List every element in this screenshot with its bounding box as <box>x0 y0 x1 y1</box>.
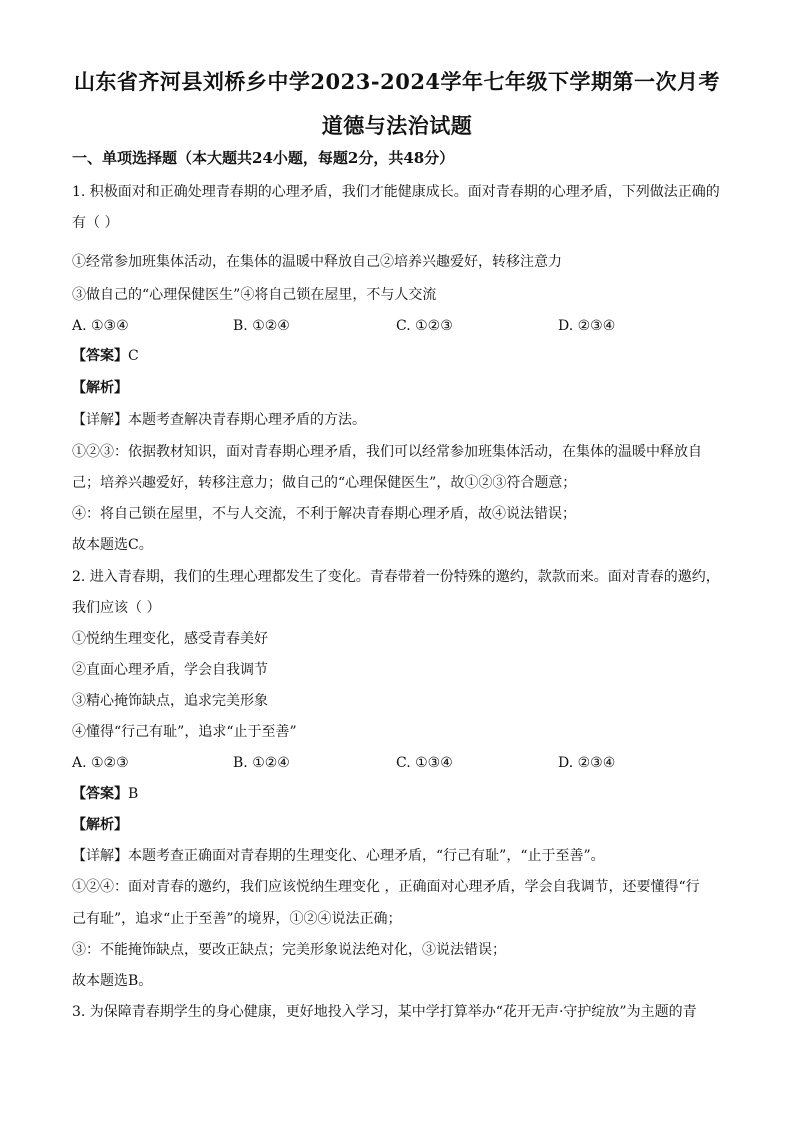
q3-stem-line1: 3. 为保障青春期学生的身心健康，更好地投入学习，某中学打算举办“花开无声·守护绽放”为主题的青 <box>72 1004 697 1020</box>
q2-item-line2: ②直面心理矛盾，学会自我调节 <box>72 662 268 678</box>
q1-stem-line1: 1. 积极面对和正确处理青春期的心理矛盾，我们才能健康成长。面对青春期的心理矛盾，下列做法正确的 <box>72 184 720 200</box>
q2-option-c: C. ①③④ <box>396 755 453 771</box>
q2-detail-line3: 己有耻”，追求“止于至善”的境界，①②④说法正确； <box>72 911 402 927</box>
q2-stem-line2: 我们应该（ ） <box>72 600 161 616</box>
q2-answer <box>72 784 138 804</box>
q1-detail-line1: 【详解】本题考查解决青春期心理矛盾的方法。 <box>72 412 366 428</box>
q1-item-line2: ③做自己的“心理保健医生”④将自己锁在屋里，不与人交流 <box>72 287 437 303</box>
q1-stem-line2: 有（ ） <box>72 215 119 231</box>
q1-detail-line4: ④：将自己锁在屋里，不与人交流，不利于解决青春期心理矛盾，故④说法错误； <box>72 506 576 522</box>
section-heading: 一、单项选择题（本大题共24小题，每题2分，共48分） <box>72 149 455 167</box>
q1-option-c: C. ①②③ <box>396 318 453 334</box>
q1-option-d: D. ②③④ <box>558 318 616 334</box>
q2-detail-line4: ③：不能掩饰缺点，要改正缺点；完美形象说法绝对化，③说法错误； <box>72 942 506 958</box>
exam-title-line2: 道德与法治试题 <box>321 113 473 138</box>
q1-detail-line2: ①②③：依据教材知识，面对青春期心理矛盾，我们可以经常参加班集体活动，在集体的温暖中释放自 <box>72 444 702 460</box>
q2-answer-label: 【答案】 <box>72 786 128 802</box>
q2-item-line3: ③精心掩饰缺点，追求完美形象 <box>72 693 268 709</box>
q2-detail-line5: 故本题选B。 <box>72 973 153 989</box>
q1-detail-line3: 己；培养兴趣爱好，转移注意力；做自己的“心理保健医生”，故①②③符合题意； <box>72 475 577 491</box>
q2-item-line1: ①悦纳生理变化，感受青春美好 <box>72 631 268 647</box>
q2-option-b: B. ①②④ <box>233 755 290 771</box>
q1-detail-line5: 故本题选C。 <box>72 537 153 553</box>
q2-item-line4: ④懂得“行己有耻”，追求“止于至善” <box>72 724 297 740</box>
q2-option-a: A. ①②③ <box>72 755 129 771</box>
q2-option-d: D. ②③④ <box>558 755 616 771</box>
q2-analysis-label: 【解析】 <box>72 817 128 833</box>
q2-detail-line1: 【详解】本题考查正确面对青春期的生理变化、心理矛盾，“行己有耻”，“止于至善”。 <box>72 848 605 864</box>
exam-title-line1: 山东省齐河县刘桥乡中学2023-2024学年七年级下学期第一次月考 <box>73 69 721 94</box>
q1-answer <box>72 346 139 366</box>
q1-analysis-label: 【解析】 <box>72 380 128 396</box>
q1-option-a: A. ①③④ <box>72 318 129 334</box>
q2-answer-value: B <box>128 786 139 802</box>
q2-detail-line2: ①②④：面对青春的邀约，我们应该悦纳生理变化 ，正确面对心理矛盾，学会自我调节，还要懂得“行 <box>72 879 700 895</box>
q1-option-b: B. ①②④ <box>233 318 290 334</box>
q1-item-line1: ①经常参加班集体活动，在集体的温暖中释放自己②培养兴趣爱好，转移注意力 <box>72 254 562 270</box>
q1-answer-label: 【答案】 <box>72 348 128 364</box>
q1-answer-value: C <box>128 348 139 364</box>
q2-stem-line1: 2. 进入青春期，我们的生理心理都发生了变化。青春带着一份特殊的邀约，款款而来。面对青春的邀约， <box>72 569 720 585</box>
